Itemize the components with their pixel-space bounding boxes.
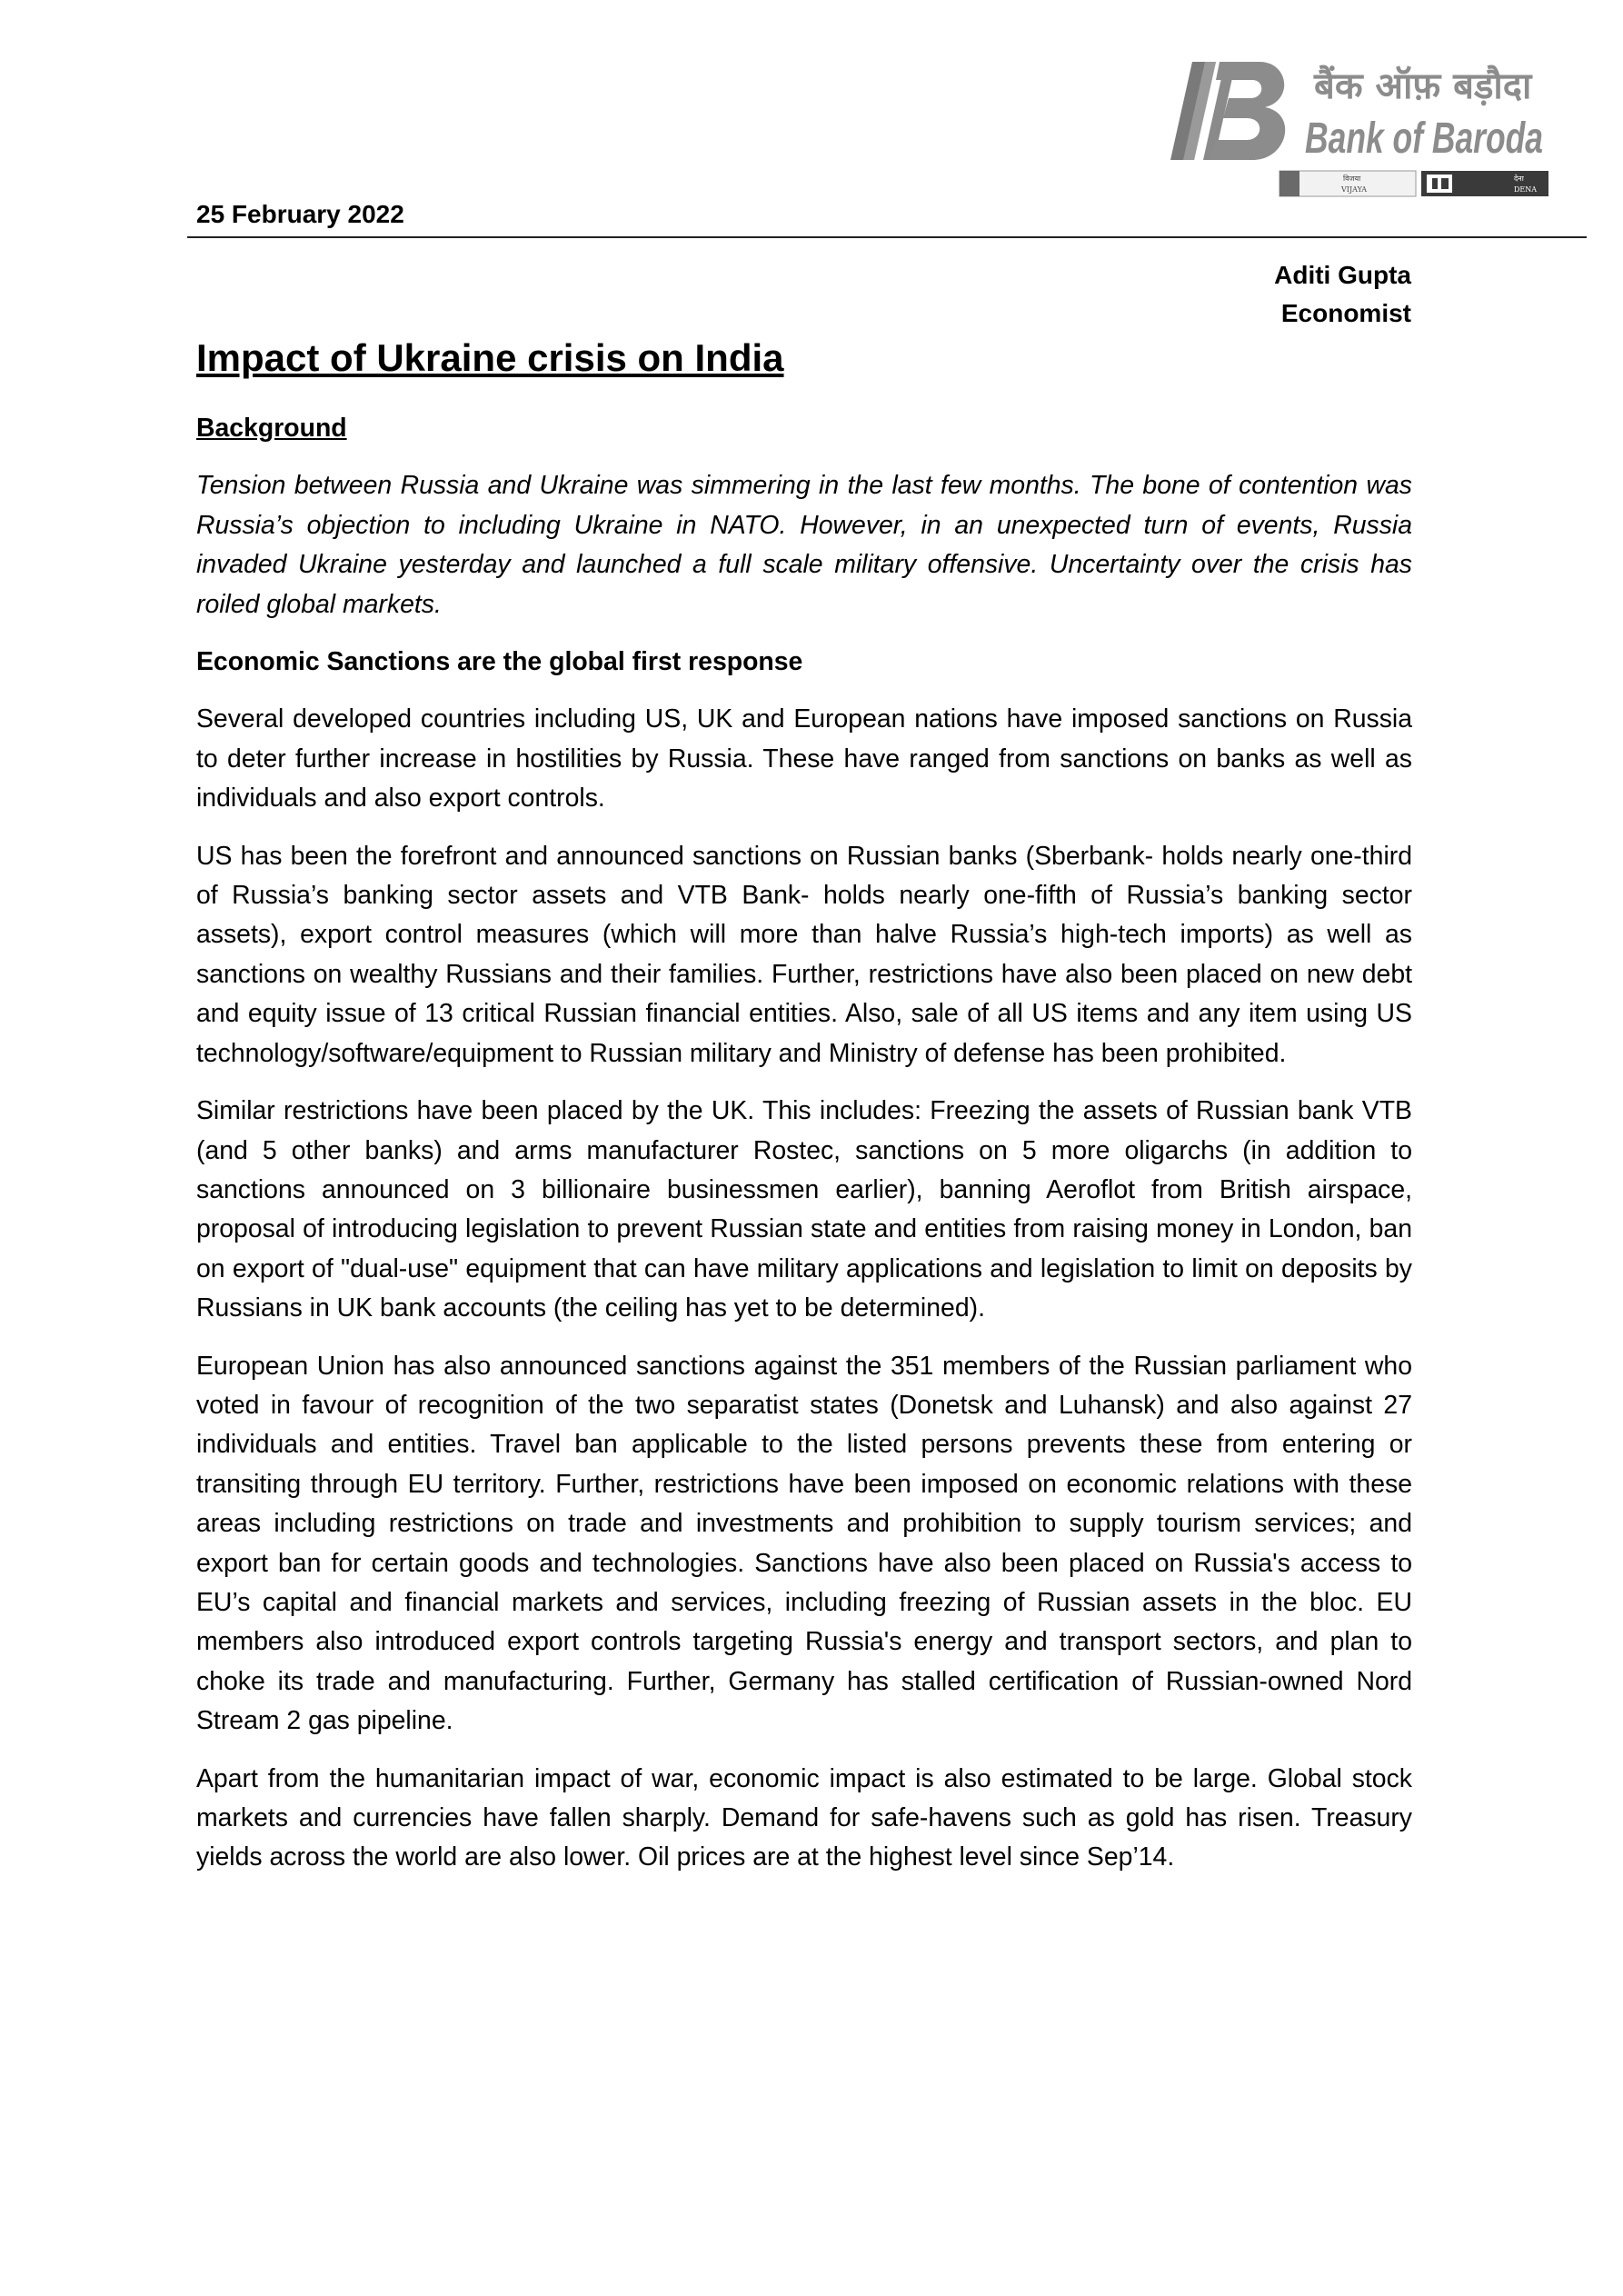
vijaya-label: VIJAYA: [1341, 185, 1368, 194]
logo-hindi-name: बैंक ऑफ़ बड़ौदा: [1314, 65, 1532, 107]
report-date: 25 February 2022: [196, 200, 404, 228]
bank-of-baroda-logo-graphic: [1152, 58, 1552, 204]
paragraph-overview: Several developed countries including US, UK and European nations have imposed sanctions on Russia to deter further increase in hostilities by Russia. These have ranged from sanctions on banks as well as individuals and also export controls.: [196, 704, 1412, 814]
vijaya-hindi-label: विजया: [1343, 175, 1361, 183]
paragraph-economic-impact: Apart from the humanitarian impact of war, economic impact is also estimated to be large. Global stock markets and currencies have fallen sharply. Demand for safe-havens such as gold has risen. Treasury yields across the world are also lower. Oil prices are at the highest level since Sep’14.: [196, 1763, 1412, 1872]
background-heading: Background: [196, 414, 347, 443]
bank-of-baroda-logo: [1152, 58, 1552, 204]
sanctions-heading: Economic Sanctions are the global first response: [196, 647, 803, 677]
article-body: [196, 334, 1412, 1896]
intro-paragraph: Tension between Russia and Ukraine was simmering in the last few months. The bone of contention was Russia’s objection to including Ukraine in NATO. However, in an unexpected turn of events, Russia invaded Ukraine yesterday and launched a full scale military offensive. Uncertainty over the crisis has roiled global markets.: [196, 471, 1412, 619]
dena-hindi-label: देना: [1514, 175, 1524, 183]
author-name: Aditi Gupta: [1274, 261, 1411, 289]
vijaya-icon: [1279, 171, 1299, 196]
logo-english-name: Bank of Baroda: [1305, 115, 1543, 163]
paragraph-uk-sanctions: Similar restrictions have been placed by the UK. This includes: Freezing the assets of Russian bank VTB (and 5 other banks) and arms manufacturer Rostec, sanctions on 5 more oligarchs (in addition to sanctions announced on 3 billionaire businessmen earlier), banning Aeroflot from British airspace, proposal of introducing legislation to prevent Russian state and entities from raising money in London, ban on export of "dual-use" equipment that can have military applications and legislation to limit on deposits by Russians in UK bank accounts (the ceiling has yet to be determined).: [196, 1096, 1412, 1323]
author-block: [1274, 256, 1411, 333]
author-title: Economist: [1280, 299, 1411, 327]
baroda-sun-icon: [1170, 62, 1285, 160]
dena-label: DENA: [1514, 185, 1538, 194]
paragraph-eu-sanctions: European Union has also announced sanctions against the 351 members of the Russian parliament who voted in favour of recognition of the two separatist states (Donetsk and Luhansk) and also against 27 individuals and entities. Travel ban applicable to the listed persons prevents these from entering or transiting through EU territory. Further, restrictions have been imposed on economic relations with these areas including restrictions on trade and investments and prohibition to supply tourism services; and export ban for certain goods and technologies. Sanctions have also been placed on Russia's access to EU’s capital and financial markets and services, including freezing of Russian assets in the bloc. EU members also introduced export controls targeting Russia's energy and transport sectors, and plan to choke its trade and manufacturing. Further, Germany has stalled certification of Russian-owned Nord Stream 2 gas pipeline.: [196, 1351, 1412, 1736]
paragraph-us-sanctions: US has been the forefront and announced sanctions on Russian banks (Sberbank- holds nearly one-third of Russia’s banking sector assets and VTB Bank- holds nearly one-fifth of Russia’s banking sector assets), export control measures (which will more than halve Russia’s high-tech imports) as well as sanctions on wealthy Russians and their families. Further, restrictions have also been placed on new debt and equity issue of 13 critical Russian financial entities. Also, sale of all US items and any item using US technology/software/equipment to Russian military and Ministry of defense has been prohibited.: [196, 841, 1412, 1068]
header-divider: [187, 236, 1587, 238]
article-title: Impact of Ukraine crisis on India: [196, 336, 784, 379]
